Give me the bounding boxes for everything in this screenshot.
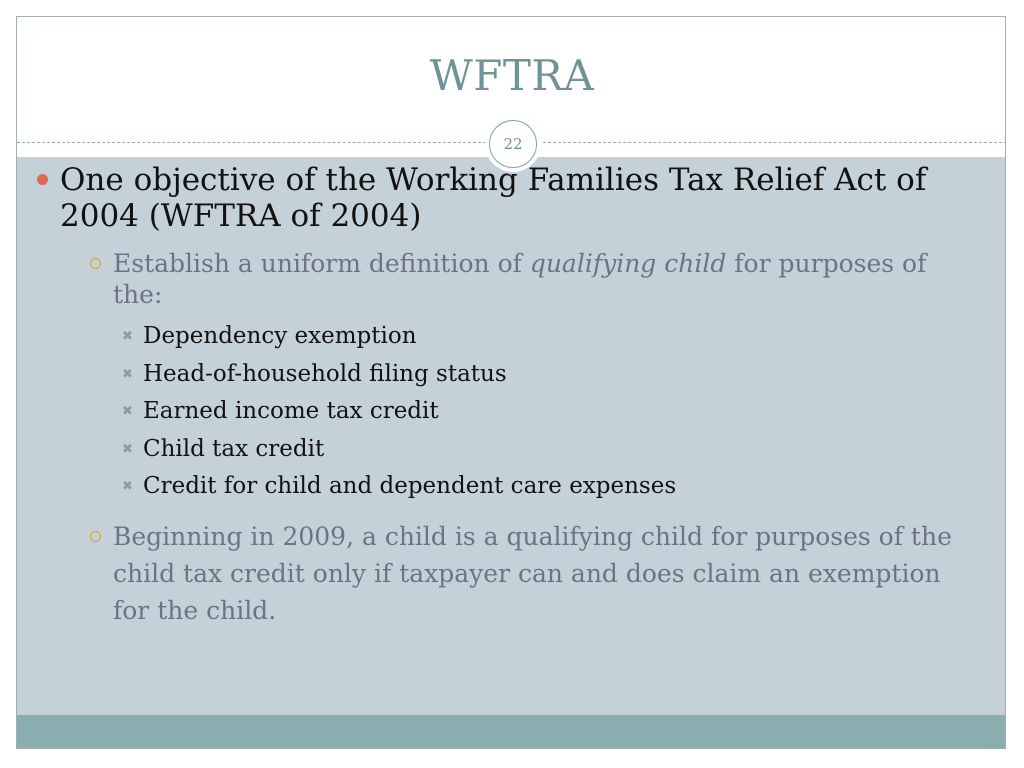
main-bullet: [37, 162, 957, 234]
list-item: [120, 393, 957, 431]
page-number: 22: [503, 135, 523, 153]
sub-bullet-definition-after: for purposes of the:: [113, 249, 927, 309]
filled-circle-bullet-icon: [37, 174, 48, 185]
footer-band: [17, 715, 1006, 749]
sub-bullet-2009-rule: [90, 518, 957, 629]
cross-bullet-icon: ✖: [122, 479, 133, 494]
cross-bullet-icon: ✖: [122, 366, 133, 382]
list-item-text: Dependency exemption: [143, 323, 417, 349]
slide-body: [37, 162, 957, 629]
list-item-text: Head-of-household filing status: [143, 360, 507, 387]
sub-bullet-definition: [90, 248, 957, 310]
ring-bullet-icon: [90, 258, 101, 269]
sub-bullet-definition-before: Establish a uniform definition of: [113, 249, 530, 278]
cross-bullet-icon: ✖: [122, 441, 133, 457]
list-item: [120, 356, 957, 394]
list-item: [120, 468, 957, 506]
list-item: [120, 318, 957, 356]
sub-bullet-definition-emphasis: qualifying child: [529, 249, 727, 278]
list-item-text: Child tax credit: [143, 435, 325, 462]
purpose-list: [120, 318, 957, 506]
ring-bullet-icon: [90, 531, 101, 542]
main-bullet-text: One objective of the Working Families Tax Relief Act of 2004 (WFTRA of 2004): [60, 162, 927, 234]
list-item-text: Credit for child and dependent care expenses: [143, 473, 677, 499]
slide-title: WFTRA: [429, 51, 595, 100]
cross-bullet-icon: ✖: [122, 404, 133, 419]
list-item-text: Earned income tax credit: [143, 398, 439, 424]
list-item: [120, 431, 957, 469]
sub-bullet-2009-rule-text: Beginning in 2009, a child is a qualifying child for purposes of the child tax credit only if taxpayer can and does claim an exemption for the child.: [113, 521, 952, 625]
cross-bullet-icon: ✖: [122, 329, 133, 344]
